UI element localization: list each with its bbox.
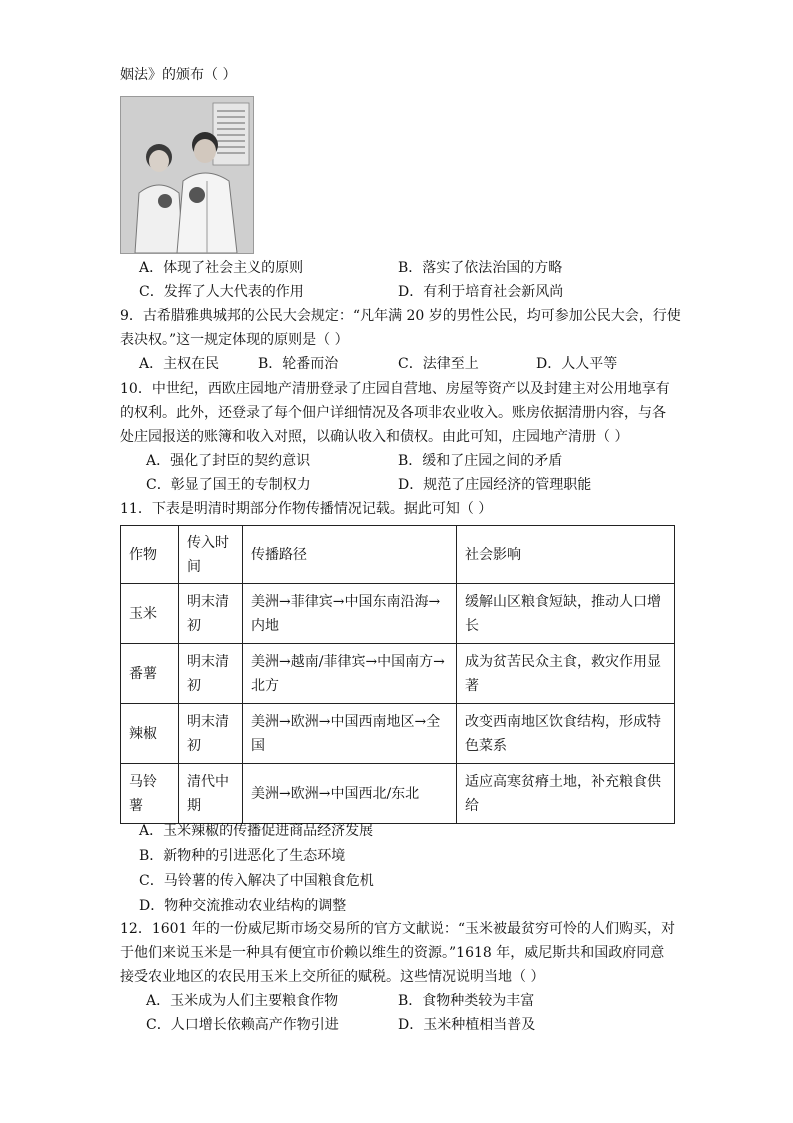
table-row [121, 584, 675, 644]
table-cell: 改变西南地区饮食结构，形成特色菜系 [457, 704, 675, 764]
q12-stem-line3: 接受农业地区的农民用玉米上交所征的赋税。这些情况说明当地（ ） [120, 969, 545, 985]
table-cell: 明末清初 [179, 584, 243, 644]
q8-stem: 姻法》的颁布（ ） [120, 67, 237, 83]
table-header-cell: 作物 [121, 526, 179, 584]
q9-stem-line2: 表决权。”这一规定体现的原则是（ ） [120, 332, 349, 348]
crop-spread-table [120, 525, 675, 824]
table-cell: 适应高寒贫瘠土地，补充粮食供给 [457, 764, 675, 824]
q11-option-c[interactable]: C．马铃薯的传入解决了中国粮食危机 [139, 873, 374, 889]
table-cell: 美洲→菲律宾→中国东南沿海→内地 [243, 584, 457, 644]
q12-option-c[interactable]: C．人口增长依赖高产作物引进 [146, 1017, 339, 1033]
q9-option-c[interactable]: C．法律至上 [398, 356, 479, 372]
q9-stem-line1: 9．古希腊雅典城邦的公民大会规定：“凡年满 20 岁的男性公民，均可参加公民大会，行使 [120, 308, 681, 324]
marriage-law-photo [120, 96, 254, 254]
table-cell: 成为贫苦民众主食，救灾作用显著 [457, 644, 675, 704]
q9-option-d[interactable]: D．人人平等 [536, 356, 618, 372]
q10-stem-line2: 的权利。此外，还登录了每个佃户详细情况及各项非农业收入。账房依据清册内容，与各 [120, 405, 666, 421]
table-header-row [121, 526, 675, 584]
q11-option-d[interactable]: D．物种交流推动农业结构的调整 [139, 898, 347, 914]
q8-option-a[interactable]: A．体现了社会主义的原则 [139, 260, 304, 276]
q12-option-b[interactable]: B．食物种类较为丰富 [398, 993, 535, 1009]
table-cell: 美洲→越南/菲律宾→中国南方→北方 [243, 644, 457, 704]
q11-option-a[interactable]: A．玉米辣椒的传播促进商品经济发展 [139, 823, 374, 839]
table-cell: 明末清初 [179, 704, 243, 764]
q12-option-d[interactable]: D．玉米种植相当普及 [398, 1017, 536, 1033]
q10-stem-line3: 处庄园报送的账簿和收入对照，以确认收入和债权。由此可知，庄园地产清册（ ） [120, 429, 629, 445]
table-cell: 辣椒 [121, 704, 179, 764]
table-row [121, 644, 675, 704]
q10-option-b[interactable]: B．缓和了庄园之间的矛盾 [398, 453, 563, 469]
q10-option-a[interactable]: A．强化了封臣的契约意识 [146, 453, 311, 469]
q9-option-a[interactable]: A．主权在民 [139, 356, 220, 372]
table-row [121, 764, 675, 824]
table-cell: 缓解山区粮食短缺，推动人口增长 [457, 584, 675, 644]
table-row [121, 704, 675, 764]
q10-stem-line1: 10．中世纪，西欧庄园地产清册登录了庄园自营地、房屋等资产以及封建主对公用地享有 [120, 381, 670, 397]
table-cell: 清代中期 [179, 764, 243, 824]
q10-option-d[interactable]: D．规范了庄园经济的管理职能 [398, 477, 592, 493]
table-cell: 番薯 [121, 644, 179, 704]
q11-stem: 11．下表是明清时期部分作物传播情况记载。据此可知（ ） [120, 501, 493, 517]
q8-option-b[interactable]: B．落实了依法治国的方略 [398, 260, 563, 276]
table-cell: 美洲→欧洲→中国西南地区→全国 [243, 704, 457, 764]
table-cell: 玉米 [121, 584, 179, 644]
q10-option-c[interactable]: C．彰显了国王的专制权力 [146, 477, 311, 493]
q8-option-c[interactable]: C．发挥了人大代表的作用 [139, 284, 304, 300]
table-header-cell: 传入时间 [179, 526, 243, 584]
q12-stem-line1: 12．1601 年的一份威尼斯市场交易所的官方文献说：“玉米被最贫穷可怜的人们购买，对 [120, 921, 676, 937]
q9-option-b[interactable]: B．轮番而治 [258, 356, 339, 372]
table-cell: 美洲→欧洲→中国西北/东北 [243, 764, 457, 824]
q12-stem-line2: 于他们来说玉米是一种具有便宜市价赖以维生的资源。”1618 年，威尼斯共和国政府同意 [120, 945, 665, 961]
q11-option-b[interactable]: B．新物种的引进恶化了生态环境 [139, 848, 346, 864]
photo-illustration [121, 97, 253, 253]
table-header-cell: 社会影响 [457, 526, 675, 584]
table-cell: 明末清初 [179, 644, 243, 704]
table-header-cell: 传播路径 [243, 526, 457, 584]
q8-option-d[interactable]: D．有利于培育社会新风尚 [398, 284, 564, 300]
q12-option-a[interactable]: A．玉米成为人们主要粮食作物 [146, 993, 339, 1009]
table-cell: 马铃薯 [121, 764, 179, 824]
